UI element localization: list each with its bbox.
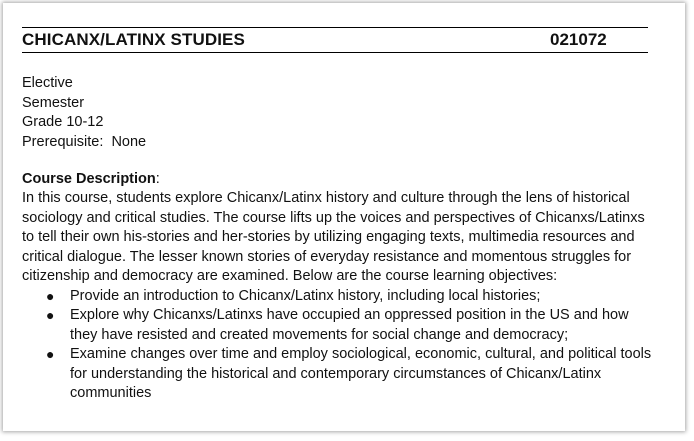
- course-meta: [22, 74, 146, 152]
- list-item: [46, 287, 652, 307]
- description-paragraph: In this course, students explore Chicanx/Latinx history and culture through the lens of historical sociology and critical studies. The course lifts up the voices and perspectives of Chicanxs/Latinxs to tell their own his-stories and her-stories by utilizing engaging texts, multimedia resources and critical dialogue. The lesser known stories of everyday resistance and momentous struggles for citizenship and democracy are examined. Below are the course learning objectives:: [22, 190, 645, 284]
- description-heading: [22, 170, 160, 190]
- bullet-icon: ●: [46, 307, 55, 323]
- list-item: [46, 345, 652, 404]
- header-top-rule: [22, 27, 648, 28]
- objective-text: Examine changes over time and employ sociological, economic, cultural, and political tools for understanding the historical and contemporary circumstances of Chicanx/Latinx communities: [70, 346, 652, 401]
- description-body: [22, 189, 652, 404]
- bullet-icon: ●: [46, 287, 55, 304]
- course-code: 021072: [550, 30, 607, 49]
- list-item: [46, 306, 652, 345]
- objectives-list: [22, 287, 652, 404]
- course-type: Elective: [22, 75, 73, 91]
- course-grade: Grade 10-12: [22, 114, 104, 130]
- course-length: Semester: [22, 94, 85, 111]
- objective-text: Explore why Chicanxs/Latinxs have occupied an oppressed position in the US and how they have resisted and created movements for social change and democracy;: [70, 307, 629, 343]
- description-heading-text: Course Description: [22, 171, 156, 187]
- description-heading-colon: :: [155, 171, 160, 187]
- objective-text: Provide an introduction to Chicanx/Latinx history, including local histories;: [70, 287, 541, 304]
- bullet-icon: ●: [46, 346, 55, 362]
- course-prerequisite: Prerequisite: None: [22, 133, 147, 150]
- course-title: CHICANX/LATINX STUDIES: [22, 30, 245, 49]
- header-bottom-rule: [22, 52, 648, 53]
- course-card: [3, 3, 685, 431]
